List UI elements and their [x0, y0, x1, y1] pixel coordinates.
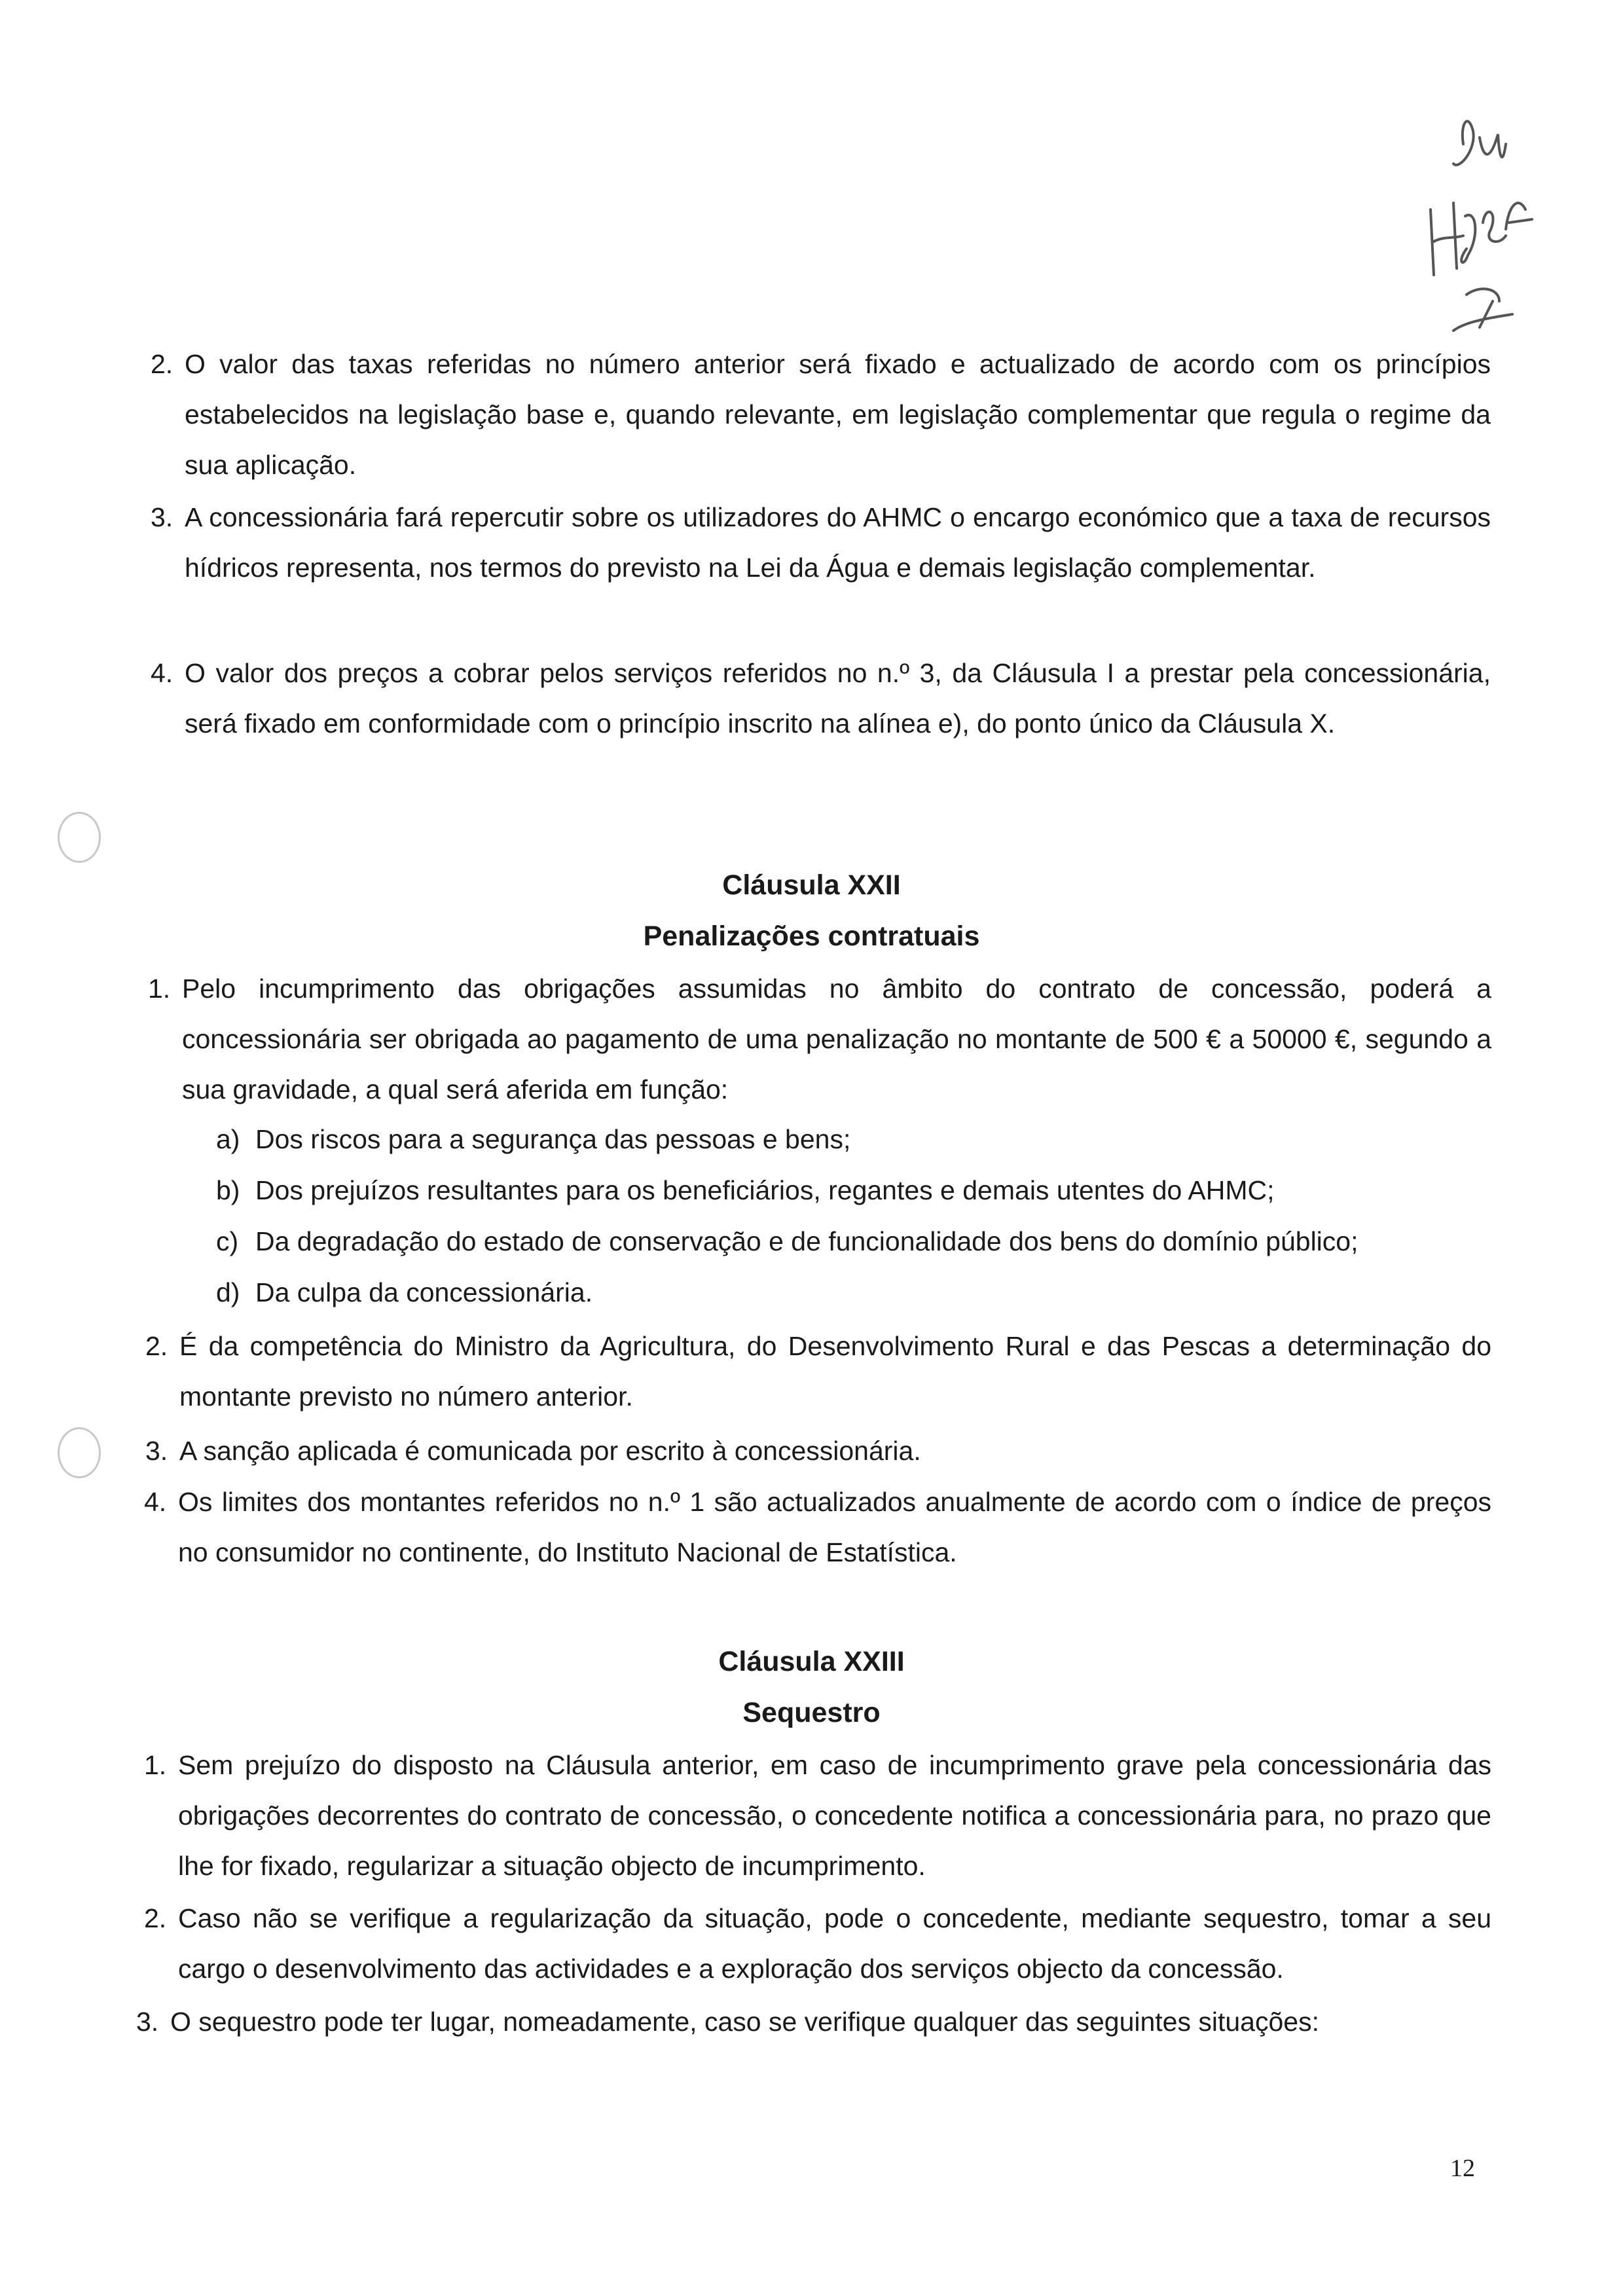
- item-number: 4.: [151, 658, 173, 688]
- item-number: 2.: [151, 349, 173, 379]
- list-item: [145, 1321, 1491, 1422]
- punch-hole: [58, 1427, 101, 1478]
- item-number: 3.: [151, 502, 173, 532]
- sub-item-text: Da degradação do estado de conservação e de funcionalidade dos bens do domínio público;: [255, 1226, 1359, 1256]
- clause-subtitle: Penalizações contratuais: [643, 920, 980, 952]
- list-item: [136, 1997, 1491, 2047]
- sub-item-text: Dos prejuízos resultantes para os beneficiários, regantes e demais utentes do AHMC;: [255, 1175, 1275, 1205]
- page-number: 12: [1450, 2155, 1475, 2182]
- item-number: 2.: [145, 1331, 168, 1361]
- item-text: Pelo incumprimento das obrigações assumidas no âmbito do contrato de concessão, poderá a concessionária ser obrigada ao pagamento de uma penalização no montante de 500 € a 50000 €, segundo a sua gravidade, a qual será aferida em função:: [182, 974, 1491, 1104]
- sub-item-letter: c): [216, 1226, 239, 1256]
- item-number: 2.: [144, 1903, 167, 1933]
- sub-item: [216, 1114, 1493, 1165]
- item-number: 1.: [148, 974, 171, 1004]
- clause-subtitle: Sequestro: [742, 1697, 881, 1728]
- item-text: A concessionária fará repercutir sobre os utilizadores do AHMC o encargo económico que a taxa de recursos hídricos representa, nos termos do previsto na Lei da Água e demais legislação complementar.: [185, 502, 1491, 583]
- item-text: Os limites dos montantes referidos no n.º 1 são actualizados anualmente de acordo com o índice de preços no consumidor no continente, do Instituto Nacional de Estatística.: [178, 1487, 1491, 1567]
- sub-item-letter: b): [216, 1175, 240, 1205]
- clause-title: Cláusula XXIII: [718, 1646, 905, 1677]
- item-text: Sem prejuízo do disposto na Cláusula anterior, em caso de incumprimento grave pela concessionária das obrigações decorrentes do contrato de concessão, o concedente notifica a concessionária para, no prazo que lhe for fixado, regularizar a situação objecto de incumprimento.: [178, 1750, 1491, 1881]
- list-item: [144, 1893, 1491, 1994]
- sub-item: [216, 1165, 1493, 1216]
- list-item: [144, 1477, 1491, 1578]
- item-number: 3.: [145, 1436, 168, 1466]
- list-item: [145, 1426, 1491, 1476]
- sub-item-letter: d): [216, 1277, 240, 1307]
- handwritten-initials: [1427, 105, 1545, 347]
- list-item: [151, 492, 1491, 593]
- item-number: 4.: [144, 1487, 167, 1517]
- item-text: A sanção aplicada é comunicada por escrito à concessionária.: [179, 1436, 921, 1466]
- item-number: 1.: [144, 1750, 167, 1780]
- sub-item-text: Da culpa da concessionária.: [255, 1277, 593, 1307]
- list-item: [151, 648, 1491, 749]
- sub-item-letter: a): [216, 1124, 240, 1154]
- sub-item: [216, 1216, 1493, 1267]
- item-text: É da competência do Ministro da Agricultura, do Desenvolvimento Rural e das Pescas a determinação do montante previsto no número anterior.: [179, 1331, 1491, 1412]
- item-text: O valor dos preços a cobrar pelos serviços referidos no n.º 3, da Cláusula I a prestar pela concessionária, será fixado em conformidade com o princípio inscrito na alínea e), do ponto único da Cláusula X.: [185, 658, 1491, 738]
- punch-hole: [58, 812, 101, 863]
- list-item: [151, 339, 1491, 490]
- item-number: 3.: [136, 2007, 159, 2037]
- clause-title: Cláusula XXII: [722, 869, 901, 901]
- item-text: Caso não se verifique a regularização da situação, pode o concedente, mediante sequestro, tomar a seu cargo o desenvolvimento das actividades e a exploração dos serviços objecto da concessão.: [178, 1903, 1491, 1984]
- list-item: [144, 1740, 1491, 1891]
- list-item: [148, 964, 1491, 1115]
- sub-item-text: Dos riscos para a segurança das pessoas e bens;: [255, 1124, 851, 1154]
- sub-item: [216, 1267, 1493, 1318]
- item-text: O valor das taxas referidas no número anterior será fixado e actualizado de acordo com os princípios estabelecidos na legislação base e, quando relevante, em legislação complementar que regula o regime da sua aplicação.: [185, 349, 1491, 480]
- item-text: O sequestro pode ter lugar, nomeadamente, caso se verifique qualquer das seguintes situações:: [170, 2007, 1319, 2037]
